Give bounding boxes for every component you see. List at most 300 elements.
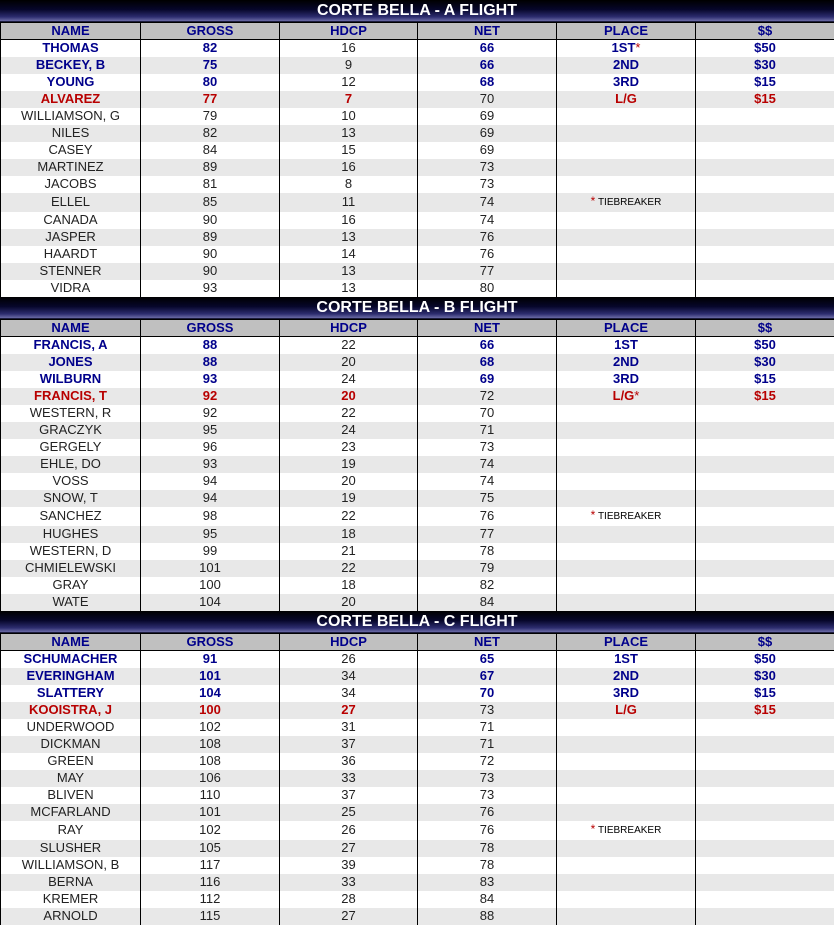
net-cell: 78 [418,857,557,874]
place-cell [557,40,696,57]
table-row [1,753,834,770]
gross-cell: 105 [141,840,280,857]
prize-money-cell [696,908,834,925]
net-cell: 74 [418,193,557,212]
prize-money-cell [696,526,834,543]
net-cell: 69 [418,125,557,142]
player-name-cell: DICKMAN [1,736,141,753]
gross-cell: 117 [141,857,280,874]
player-name-cell: SANCHEZ [1,507,141,526]
place-label: 3RD [612,74,639,89]
hdcp-cell: 37 [280,736,418,753]
prize-money-cell [696,212,834,229]
prize-money-cell [696,108,834,125]
place-cell [557,891,696,908]
prize-money-cell [696,456,834,473]
hdcp-cell: 19 [280,490,418,507]
tiebreaker-label: TIEBREAKER [597,825,662,836]
table-row [1,159,834,176]
hdcp-cell: 27 [280,702,418,719]
gross-cell: 82 [141,125,280,142]
prize-money-cell [696,770,834,787]
hdcp-cell: 16 [280,40,418,57]
net-cell: 66 [418,337,557,354]
hdcp-cell: 24 [280,371,418,388]
table-row [1,229,834,246]
prize-money-cell: $15 [696,371,834,388]
net-cell: 69 [418,142,557,159]
net-cell: 80 [418,280,557,297]
name-header: NAME [1,23,141,40]
prize-money-cell: $15 [696,74,834,91]
net-cell: 78 [418,543,557,560]
place-label: 1ST [611,40,636,55]
gross-cell: 101 [141,804,280,821]
place-cell [557,246,696,263]
player-name-cell: GRAY [1,577,141,594]
flight-section [0,0,834,297]
net-cell: 73 [418,159,557,176]
place-label: 1ST [614,337,638,352]
table-row [1,490,834,507]
place-label: 3RD [612,371,639,386]
table-row [1,40,834,57]
prize-money-cell [696,874,834,891]
net-cell: 88 [418,908,557,925]
place-cell [557,229,696,246]
hdcp-cell: 26 [280,651,418,668]
player-name-cell: JASPER [1,229,141,246]
gross-cell: 80 [141,74,280,91]
place-cell [557,456,696,473]
place-cell [557,702,696,719]
hdcp-cell: 39 [280,857,418,874]
place-cell [557,787,696,804]
prize-money-cell [696,543,834,560]
place-cell [557,57,696,74]
hdcp-cell: 22 [280,337,418,354]
table-row [1,651,834,668]
place-cell [557,668,696,685]
net-cell: 73 [418,176,557,193]
player-name-cell: FRANCIS, A [1,337,141,354]
hdcp-cell: 15 [280,142,418,159]
net-cell: 70 [418,91,557,108]
table-row [1,263,834,280]
table-row [1,280,834,297]
place-cell [557,142,696,159]
player-name-cell: EVERINGHAM [1,668,141,685]
prize-money-cell [696,142,834,159]
place-cell [557,874,696,891]
prize-money-cell: $15 [696,388,834,405]
player-name-cell: WESTERN, R [1,405,141,422]
table-row [1,891,834,908]
name-header: NAME [1,320,141,337]
player-name-cell: GREEN [1,753,141,770]
header-row [1,320,834,337]
player-name-cell: EHLE, DO [1,456,141,473]
table-row [1,176,834,193]
place-cell [557,560,696,577]
player-name-cell: GRACZYK [1,422,141,439]
prize-money-cell [696,176,834,193]
prize-money-cell [696,422,834,439]
place-cell [557,594,696,611]
table-row [1,874,834,891]
net-cell: 78 [418,840,557,857]
gross-cell: 94 [141,473,280,490]
prize-money-cell [696,753,834,770]
hdcp-cell: 23 [280,439,418,456]
net-cell: 74 [418,473,557,490]
gross-cell: 88 [141,354,280,371]
table-row [1,422,834,439]
place-cell [557,439,696,456]
prize-money-cell [696,263,834,280]
table-row [1,405,834,422]
player-name-cell: KOOISTRA, J [1,702,141,719]
net-cell: 73 [418,702,557,719]
place-header: PLACE [557,23,696,40]
player-name-cell: STENNER [1,263,141,280]
hdcp-cell: 13 [280,280,418,297]
table-row [1,473,834,490]
gross-cell: 102 [141,821,280,840]
place-cell [557,804,696,821]
net-cell: 73 [418,770,557,787]
hdcp-cell: 13 [280,263,418,280]
place-cell [557,422,696,439]
place-cell [557,74,696,91]
net-cell: 76 [418,507,557,526]
gross-cell: 108 [141,753,280,770]
hdcp-cell: 20 [280,354,418,371]
table-row [1,212,834,229]
prize-money-cell [696,594,834,611]
net-cell: 76 [418,804,557,821]
prize-money-cell [696,577,834,594]
hdcp-cell: 28 [280,891,418,908]
place-label: 2ND [612,668,639,683]
tiebreak-star-icon: * [590,822,596,836]
gross-cell: 92 [141,405,280,422]
player-name-cell: HAARDT [1,246,141,263]
table-row [1,371,834,388]
hdcp-cell: 13 [280,125,418,142]
prize-money-cell [696,857,834,874]
hdcp-cell: 22 [280,405,418,422]
player-name-cell: MARTINEZ [1,159,141,176]
gross-cell: 91 [141,651,280,668]
gross-cell: 77 [141,91,280,108]
tiebreaker-note [590,508,662,522]
gross-cell: 89 [141,229,280,246]
place-cell [557,857,696,874]
hdcp-cell: 36 [280,753,418,770]
place-cell [557,388,696,405]
place-cell [557,821,696,840]
prize-money-cell [696,439,834,456]
place-label: L/G [612,388,635,403]
place-cell [557,108,696,125]
player-name-cell: GERGELY [1,439,141,456]
tiebreak-star-icon: * [590,194,596,208]
net-cell: 68 [418,74,557,91]
table-row [1,388,834,405]
place-cell [557,193,696,212]
player-name-cell: JACOBS [1,176,141,193]
prize-money-cell [696,280,834,297]
place-cell [557,840,696,857]
hdcp-cell: 34 [280,668,418,685]
prize-money-cell: $15 [696,685,834,702]
header-row [1,23,834,40]
prize-money-cell [696,821,834,840]
table-row [1,840,834,857]
hdcp-cell: 21 [280,543,418,560]
place-header: PLACE [557,634,696,651]
place-cell [557,176,696,193]
money-header: $$ [696,320,834,337]
player-name-cell: VOSS [1,473,141,490]
tiebreaker-note [590,194,662,208]
table-row [1,439,834,456]
place-cell [557,405,696,422]
net-cell: 66 [418,57,557,74]
place-label: 1ST [614,651,638,666]
player-name-cell: RAY [1,821,141,840]
player-name-cell: UNDERWOOD [1,719,141,736]
player-name-cell: CHMIELEWSKI [1,560,141,577]
table-row [1,702,834,719]
tiebreak-star-icon: * [635,40,641,55]
gross-cell: 75 [141,57,280,74]
prize-money-cell: $50 [696,337,834,354]
place-label: L/G [615,702,637,717]
prize-money-cell [696,125,834,142]
table-row [1,543,834,560]
player-name-cell: KREMER [1,891,141,908]
table-row [1,526,834,543]
table-row [1,668,834,685]
table-row [1,193,834,212]
place-cell [557,736,696,753]
flight-title: CORTE BELLA - C FLIGHT [0,611,834,633]
table-row [1,560,834,577]
table-row [1,804,834,821]
player-name-cell: ELLEL [1,193,141,212]
place-label: 2ND [612,354,639,369]
gross-cell: 102 [141,719,280,736]
player-name-cell: VIDRA [1,280,141,297]
net-cell: 71 [418,719,557,736]
player-name-cell: WILLIAMSON, G [1,108,141,125]
place-cell [557,263,696,280]
gross-cell: 90 [141,246,280,263]
gross-cell: 106 [141,770,280,787]
table-row [1,507,834,526]
prize-money-cell: $50 [696,651,834,668]
hdcp-cell: 34 [280,685,418,702]
flight-title: CORTE BELLA - B FLIGHT [0,297,834,319]
player-name-cell: ARNOLD [1,908,141,925]
player-name-cell: BERNA [1,874,141,891]
table-row [1,787,834,804]
net-cell: 77 [418,263,557,280]
player-name-cell: WILBURN [1,371,141,388]
gross-cell: 96 [141,439,280,456]
player-name-cell: BLIVEN [1,787,141,804]
place-label: 2ND [612,57,639,72]
gross-cell: 85 [141,193,280,212]
net-cell: 71 [418,736,557,753]
hdcp-cell: 11 [280,193,418,212]
net-cell: 69 [418,108,557,125]
hdcp-cell: 22 [280,560,418,577]
table-row [1,577,834,594]
results-table [0,633,834,925]
place-cell [557,91,696,108]
place-cell [557,507,696,526]
place-cell [557,685,696,702]
net-header: NET [418,320,557,337]
place-cell [557,212,696,229]
player-name-cell: MAY [1,770,141,787]
gross-cell: 90 [141,263,280,280]
player-name-cell: FRANCIS, T [1,388,141,405]
hdcp-cell: 26 [280,821,418,840]
prize-money-cell: $30 [696,354,834,371]
player-name-cell: CANADA [1,212,141,229]
gross-cell: 84 [141,142,280,159]
net-header: NET [418,23,557,40]
gross-cell: 92 [141,388,280,405]
gross-header: GROSS [141,634,280,651]
flight-section [0,297,834,611]
net-cell: 67 [418,668,557,685]
net-cell: 83 [418,874,557,891]
gross-cell: 95 [141,526,280,543]
player-name-cell: SLATTERY [1,685,141,702]
prize-money-cell [696,719,834,736]
net-cell: 79 [418,560,557,577]
hdcp-cell: 33 [280,770,418,787]
net-cell: 71 [418,422,557,439]
net-cell: 84 [418,594,557,611]
player-name-cell: WATE [1,594,141,611]
net-header: NET [418,634,557,651]
table-row [1,142,834,159]
net-cell: 68 [418,354,557,371]
gross-cell: 90 [141,212,280,229]
gross-cell: 89 [141,159,280,176]
hdcp-header: HDCP [280,320,418,337]
table-row [1,57,834,74]
player-name-cell: SCHUMACHER [1,651,141,668]
table-row [1,719,834,736]
place-cell [557,490,696,507]
tiebreaker-label: TIEBREAKER [597,197,662,208]
place-cell [557,526,696,543]
gross-cell: 81 [141,176,280,193]
net-cell: 76 [418,821,557,840]
player-name-cell: THOMAS [1,40,141,57]
place-cell [557,371,696,388]
tiebreak-star-icon: * [590,508,596,522]
place-cell [557,337,696,354]
table-row [1,91,834,108]
net-cell: 65 [418,651,557,668]
net-cell: 82 [418,577,557,594]
net-cell: 74 [418,212,557,229]
place-cell [557,908,696,925]
hdcp-cell: 31 [280,719,418,736]
player-name-cell: YOUNG [1,74,141,91]
hdcp-cell: 9 [280,57,418,74]
hdcp-cell: 10 [280,108,418,125]
gross-cell: 93 [141,280,280,297]
table-row [1,354,834,371]
hdcp-cell: 20 [280,388,418,405]
hdcp-cell: 20 [280,594,418,611]
prize-money-cell: $50 [696,40,834,57]
hdcp-cell: 19 [280,456,418,473]
hdcp-cell: 27 [280,840,418,857]
hdcp-cell: 20 [280,473,418,490]
place-cell [557,280,696,297]
table-row [1,246,834,263]
gross-cell: 98 [141,507,280,526]
gross-cell: 100 [141,577,280,594]
gross-header: GROSS [141,23,280,40]
prize-money-cell [696,229,834,246]
net-cell: 77 [418,526,557,543]
place-cell [557,159,696,176]
flight-title: CORTE BELLA - A FLIGHT [0,0,834,22]
hdcp-cell: 25 [280,804,418,821]
place-cell [557,753,696,770]
gross-cell: 82 [141,40,280,57]
net-cell: 69 [418,371,557,388]
tiebreaker-label: TIEBREAKER [597,511,662,522]
net-cell: 70 [418,405,557,422]
player-name-cell: NILES [1,125,141,142]
player-name-cell: BECKEY, B [1,57,141,74]
net-cell: 66 [418,40,557,57]
prize-money-cell [696,787,834,804]
place-cell [557,577,696,594]
net-cell: 73 [418,787,557,804]
hdcp-cell: 24 [280,422,418,439]
hdcp-cell: 13 [280,229,418,246]
prize-money-cell: $15 [696,91,834,108]
player-name-cell: CASEY [1,142,141,159]
hdcp-cell: 14 [280,246,418,263]
prize-money-cell [696,891,834,908]
table-row [1,857,834,874]
hdcp-cell: 37 [280,787,418,804]
gross-cell: 101 [141,668,280,685]
gross-cell: 108 [141,736,280,753]
prize-money-cell [696,560,834,577]
tiebreak-star-icon: * [634,388,640,403]
gross-cell: 101 [141,560,280,577]
hdcp-cell: 8 [280,176,418,193]
tiebreaker-note [590,822,662,836]
hdcp-cell: 27 [280,908,418,925]
place-cell [557,651,696,668]
